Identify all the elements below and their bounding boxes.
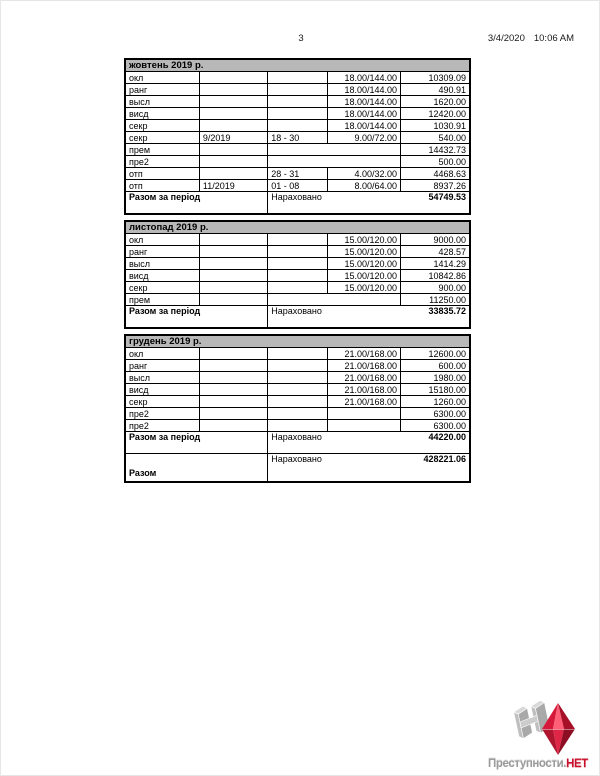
month-table xyxy=(124,58,471,215)
row-hours-cell: 15.00/120.00 xyxy=(327,270,400,282)
row-hours-cell: 21.00/168.00 xyxy=(327,348,400,360)
row-amount-cell: 600.00 xyxy=(401,360,470,372)
row-days-cell: 01 - 08 xyxy=(268,180,327,192)
period-total-row xyxy=(125,192,470,215)
watermark-emblem xyxy=(495,701,595,759)
letter-n-icon xyxy=(512,701,550,739)
row-days-cell xyxy=(268,258,327,270)
row-period-cell xyxy=(199,294,267,306)
row-hours-cell: 18.00/144.00 xyxy=(327,72,400,84)
accrued-caption: Нараховано xyxy=(271,306,322,316)
row-period-cell xyxy=(199,348,267,360)
row-days-cell xyxy=(268,72,327,84)
row-period-cell xyxy=(199,246,267,258)
table-row xyxy=(125,84,470,96)
row-label-cell: пре2 xyxy=(125,408,199,420)
row-days-hours-cell xyxy=(268,294,401,306)
row-days-cell xyxy=(268,270,327,282)
row-period-cell xyxy=(199,72,267,84)
row-label-cell: секр xyxy=(125,132,199,144)
row-period-cell xyxy=(199,372,267,384)
row-amount-cell: 1620.00 xyxy=(401,96,470,108)
row-days-cell xyxy=(268,408,327,420)
grand-total-value-cell xyxy=(268,454,470,483)
row-hours-cell: 9.00/72.00 xyxy=(327,132,400,144)
row-amount-cell: 490.91 xyxy=(401,84,470,96)
row-days-hours-cell xyxy=(268,144,401,156)
row-amount-cell: 500.00 xyxy=(401,156,470,168)
table-row xyxy=(125,384,470,396)
table-row xyxy=(125,408,470,420)
table-row xyxy=(125,132,470,144)
month-section-header xyxy=(125,221,470,234)
row-hours-cell: 15.00/120.00 xyxy=(327,258,400,270)
row-days-cell xyxy=(268,420,327,432)
row-period-cell xyxy=(199,408,267,420)
period-total-amount: 44220.00 xyxy=(428,432,466,442)
row-amount-cell: 1980.00 xyxy=(401,372,470,384)
month-table xyxy=(124,334,471,483)
site-name-gray: Преступности. xyxy=(488,758,567,770)
period-total-value-cell xyxy=(268,192,470,215)
period-total-value-cell xyxy=(268,306,470,329)
row-period-cell xyxy=(199,384,267,396)
row-period-cell xyxy=(199,270,267,282)
row-amount-cell: 9000.00 xyxy=(401,234,470,246)
row-period-cell: 11/2019 xyxy=(199,180,267,192)
row-hours-cell: 18.00/144.00 xyxy=(327,108,400,120)
period-total-value-cell xyxy=(268,432,470,454)
row-period-cell xyxy=(199,420,267,432)
table-row xyxy=(125,168,470,180)
table-row xyxy=(125,258,470,270)
row-label-cell: висд xyxy=(125,384,199,396)
print-datetime xyxy=(488,33,574,44)
row-days-cell xyxy=(268,96,327,108)
page-number: 3 xyxy=(298,33,304,44)
row-amount-cell: 540.00 xyxy=(401,132,470,144)
row-amount-cell: 428.57 xyxy=(401,246,470,258)
row-amount-cell: 1030.91 xyxy=(401,120,470,132)
row-label-cell: пре2 xyxy=(125,156,199,168)
row-days-cell: 28 - 31 xyxy=(268,168,327,180)
row-label-cell: висд xyxy=(125,270,199,282)
row-days-cell xyxy=(268,396,327,408)
table-row xyxy=(125,72,470,84)
row-days-cell xyxy=(268,108,327,120)
row-amount-cell: 14432.73 xyxy=(401,144,470,156)
row-amount-cell: 12420.00 xyxy=(401,108,470,120)
row-hours-cell: 8.00/64.00 xyxy=(327,180,400,192)
table-row xyxy=(125,282,470,294)
month-table xyxy=(124,220,471,329)
table-row xyxy=(125,120,470,132)
watermark-site-name xyxy=(488,758,598,770)
row-label-cell: секр xyxy=(125,120,199,132)
row-amount-cell: 8937.26 xyxy=(401,180,470,192)
row-hours-cell: 15.00/120.00 xyxy=(327,234,400,246)
table-row xyxy=(125,144,470,156)
row-label-cell: окл xyxy=(125,348,199,360)
row-amount-cell: 4468.63 xyxy=(401,168,470,180)
period-total-label-cell: Разом за період xyxy=(125,306,268,329)
grand-total-row xyxy=(125,454,470,483)
table-row xyxy=(125,234,470,246)
row-label-cell: высл xyxy=(125,258,199,270)
row-period-cell xyxy=(199,144,267,156)
row-label-cell: отп xyxy=(125,180,199,192)
accrued-caption: Нараховано xyxy=(271,454,322,464)
table-row xyxy=(125,108,470,120)
row-hours-cell: 15.00/120.00 xyxy=(327,282,400,294)
period-total-row xyxy=(125,432,470,454)
row-label-cell: прем xyxy=(125,144,199,156)
row-hours-cell: 18.00/144.00 xyxy=(327,96,400,108)
row-period-cell xyxy=(199,396,267,408)
print-time: 10:06 AM xyxy=(533,33,574,44)
row-label-cell: секр xyxy=(125,396,199,408)
row-period-cell xyxy=(199,108,267,120)
grand-total-label-cell: Разом xyxy=(125,454,268,483)
table-row xyxy=(125,96,470,108)
row-days-cell xyxy=(268,384,327,396)
period-total-label-cell: Разом за період xyxy=(125,192,268,215)
print-date: 3/4/2020 xyxy=(487,33,525,44)
row-amount-cell: 6300.00 xyxy=(401,408,470,420)
grand-total-amount: 428221.06 xyxy=(423,454,466,464)
accrued-caption: Нараховано xyxy=(271,432,322,442)
table-row xyxy=(125,348,470,360)
row-days-hours-cell xyxy=(268,156,401,168)
row-days-cell xyxy=(268,348,327,360)
row-period-cell: 9/2019 xyxy=(199,132,267,144)
row-period-cell xyxy=(199,168,267,180)
gem-icon xyxy=(542,703,575,755)
row-days-cell: 18 - 30 xyxy=(268,132,327,144)
table-row xyxy=(125,360,470,372)
row-period-cell xyxy=(199,258,267,270)
table-row xyxy=(125,246,470,258)
table-row xyxy=(125,180,470,192)
row-period-cell xyxy=(199,282,267,294)
period-total-amount: 54749.53 xyxy=(428,192,466,202)
row-amount-cell: 1414.29 xyxy=(401,258,470,270)
row-amount-cell: 10842.86 xyxy=(401,270,470,282)
table-row xyxy=(125,372,470,384)
period-total-row xyxy=(125,306,470,329)
row-days-cell xyxy=(268,234,327,246)
row-period-cell xyxy=(199,84,267,96)
row-hours-cell: 21.00/168.00 xyxy=(327,396,400,408)
row-amount-cell: 10309.09 xyxy=(401,72,470,84)
table-row xyxy=(125,294,470,306)
row-days-cell xyxy=(268,282,327,294)
month-section-header xyxy=(125,59,470,72)
row-amount-cell: 900.00 xyxy=(401,282,470,294)
month-section-header xyxy=(125,335,470,348)
row-days-cell xyxy=(268,360,327,372)
month-title-cell: грудень 2019 р. xyxy=(125,335,470,348)
accrued-caption: Нараховано xyxy=(271,192,322,202)
month-title-cell: листопад 2019 р. xyxy=(125,221,470,234)
row-label-cell: секр xyxy=(125,282,199,294)
row-label-cell: ранг xyxy=(125,246,199,258)
row-period-cell xyxy=(199,120,267,132)
row-hours-cell: 21.00/168.00 xyxy=(327,372,400,384)
row-label-cell: ранг xyxy=(125,84,199,96)
period-total-amount: 33835.72 xyxy=(428,306,466,316)
row-days-cell xyxy=(268,372,327,384)
row-label-cell: прем xyxy=(125,294,199,306)
month-title-cell: жовтень 2019 р. xyxy=(125,59,470,72)
row-days-cell xyxy=(268,246,327,258)
row-hours-cell xyxy=(327,420,400,432)
row-label-cell: высл xyxy=(125,96,199,108)
row-days-cell xyxy=(268,120,327,132)
row-hours-cell xyxy=(327,408,400,420)
row-days-cell xyxy=(268,84,327,96)
row-hours-cell: 21.00/168.00 xyxy=(327,384,400,396)
row-amount-cell: 1260.00 xyxy=(401,396,470,408)
table-row xyxy=(125,156,470,168)
row-period-cell xyxy=(199,234,267,246)
row-hours-cell: 21.00/168.00 xyxy=(327,360,400,372)
period-total-label-cell: Разом за період xyxy=(125,432,268,454)
row-hours-cell: 18.00/144.00 xyxy=(327,120,400,132)
row-label-cell: окл xyxy=(125,234,199,246)
row-hours-cell: 4.00/32.00 xyxy=(327,168,400,180)
table-row xyxy=(125,420,470,432)
row-label-cell: окл xyxy=(125,72,199,84)
row-amount-cell: 6300.00 xyxy=(401,420,470,432)
row-period-cell xyxy=(199,360,267,372)
row-label-cell: отп xyxy=(125,168,199,180)
row-period-cell xyxy=(199,156,267,168)
prestupnosti-net-watermark xyxy=(487,701,599,773)
row-label-cell: высл xyxy=(125,372,199,384)
row-amount-cell: 12600.00 xyxy=(401,348,470,360)
row-amount-cell: 11250.00 xyxy=(401,294,470,306)
table-row xyxy=(125,396,470,408)
row-label-cell: ранг xyxy=(125,360,199,372)
site-name-red: НЕТ xyxy=(566,758,588,770)
row-label-cell: висд xyxy=(125,108,199,120)
table-row xyxy=(125,270,470,282)
row-hours-cell: 18.00/144.00 xyxy=(327,84,400,96)
row-amount-cell: 15180.00 xyxy=(401,384,470,396)
row-hours-cell: 15.00/120.00 xyxy=(327,246,400,258)
row-period-cell xyxy=(199,96,267,108)
payroll-tables xyxy=(124,58,471,488)
row-label-cell: пре2 xyxy=(125,420,199,432)
